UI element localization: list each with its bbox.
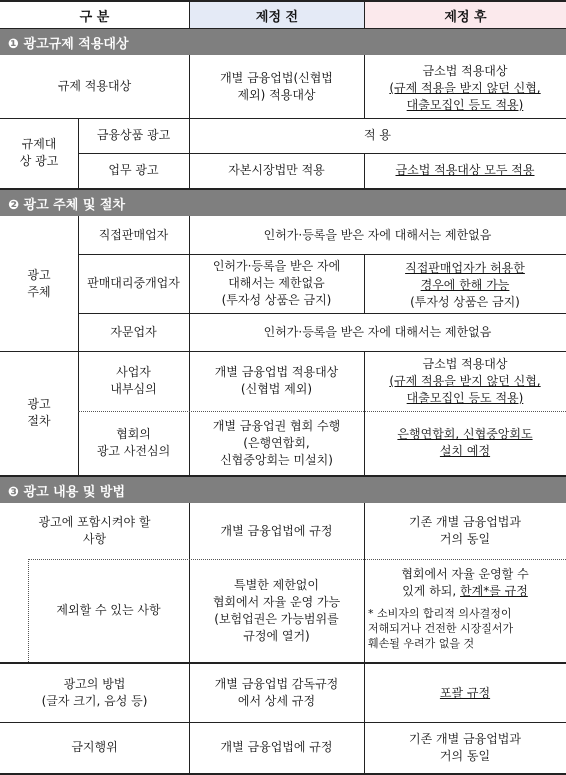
divider (0, 188, 566, 190)
target-after-detail: (규제 적용을 받지 않던 신협, 대출모집인 등도 적용) (389, 81, 541, 112)
divider (78, 254, 566, 255)
advisor-merged: 인허가·등록을 받은 자에 대해서는 제한없음 (263, 324, 492, 339)
section-3-title: ❸ 광고 내용 및 방법 (0, 477, 566, 503)
business-ad-label: 업무 광고 (108, 163, 159, 177)
internal-review-after-main: 금소법 적용대상 (422, 357, 508, 371)
divider (0, 475, 566, 477)
direct-seller-label: 직접판매업자 (98, 227, 169, 242)
regulated-ads-group-label: 규제대 상 광고 (19, 137, 59, 168)
excludable-after-underlined: 한계*를 규정 (460, 584, 528, 598)
header-col-category: 구 분 (0, 0, 189, 29)
target-label: 규제 적용대상 (57, 79, 132, 93)
prohibited-acts-before: 개별 금융업법에 규정 (220, 740, 333, 754)
divider (364, 351, 365, 475)
divider (78, 313, 566, 314)
agency-after-detail: (투자성 상품은 금지) (410, 295, 520, 309)
prohibited-acts-after: 기존 개별 금융업법과 거의 동일 (409, 731, 521, 763)
association-review-after: 은행연합회, 신협중앙회도 설치 예정 (397, 427, 533, 458)
agency-label: 판매대리중개업자 (87, 276, 180, 290)
business-ad-before: 자본시장법만 적용 (228, 163, 325, 177)
dotted-divider (28, 559, 29, 662)
divider (0, 722, 566, 723)
internal-review-before: 개별 금융업법 적용대상 (신협법 제외) (214, 365, 339, 396)
advisor-label: 자문업자 (110, 324, 157, 339)
target-after-main: 금소법 적용대상 (422, 64, 508, 78)
mandatory-items-label: 광고에 포함시켜야 할 사항 (38, 515, 151, 546)
divider (78, 153, 566, 154)
divider (364, 254, 365, 313)
divider (0, 351, 566, 352)
product-ad-merged: 적 용 (364, 128, 391, 142)
product-ad-label: 금융상품 광고 (96, 128, 171, 142)
divider (189, 503, 190, 773)
header-col-before: 제정 전 (189, 0, 364, 29)
direct-seller-merged: 인허가·등록을 받은 자에 대해서는 제한없음 (263, 227, 492, 242)
association-review-before: 개별 금융업권 협회 수행 (은행연합회, 신협중앙회는 미설치) (212, 418, 341, 467)
agency-after-main: 직접판매업자가 허용한 경우에 한해 가능 (405, 261, 525, 292)
ad-method-label: 광고의 방법 (글자 크기, 음성 등) (41, 677, 148, 708)
divider (364, 153, 365, 188)
divider (0, 118, 566, 119)
dotted-divider (78, 411, 566, 412)
excludable-items-label: 제외할 수 있는 사항 (56, 603, 161, 617)
header-col-after: 제정 후 (364, 0, 566, 29)
excludable-items-before: 특별한 제한없이 협회에서 자율 운영 가능 (보험업권은 가능범위를 규정에 열거) (212, 577, 341, 643)
internal-review-label: 사업자 내부심의 (110, 365, 157, 396)
ad-method-before: 개별 금융업법 감독규정 에서 상세 규정 (214, 677, 339, 708)
business-ad-after: 금소법 적용대상 모두 적용 (395, 163, 535, 177)
divider (364, 503, 365, 773)
mandatory-items-after: 기존 개별 금융업법과 거의 동일 (409, 515, 521, 546)
association-review-label: 협회의 광고 사전심의 (96, 427, 171, 458)
divider (189, 55, 190, 188)
target-before: 개별 금융업법(신협법 제외) 적용대상 (220, 70, 333, 102)
excludable-items-footnote: * 소비자의 합리적 의사결정이 저해되거나 건전한 시장질서가 훼손될 우려가 없을 것 (368, 607, 514, 650)
ad-subject-label: 광고 주체 (27, 267, 51, 299)
ad-method-after: 포괄 규정 (439, 685, 491, 700)
section-2-title: ❷ 광고 주체 및 절차 (0, 190, 566, 216)
excludable-after-text: 협회에서 자율 운영할 수 있게 하되, (401, 567, 529, 598)
section-1-title: ❶ 광고규제 적용대상 (0, 29, 566, 55)
mandatory-items-before: 개별 금융업법에 규정 (220, 523, 333, 538)
excludable-items-after (364, 566, 566, 600)
divider (0, 662, 566, 664)
agency-before: 인허가·등록을 받은 자에 대해서는 제한없음 (투자성 상품은 금지) (212, 259, 341, 307)
internal-review-after-detail: (규제 적용을 받지 않던 신협, 대출모집인 등도 적용) (389, 374, 541, 405)
divider (364, 55, 365, 118)
dotted-divider (28, 559, 566, 560)
ad-procedure-label: 광고 절차 (27, 397, 51, 428)
prohibited-acts-label: 금지행위 (71, 740, 118, 754)
